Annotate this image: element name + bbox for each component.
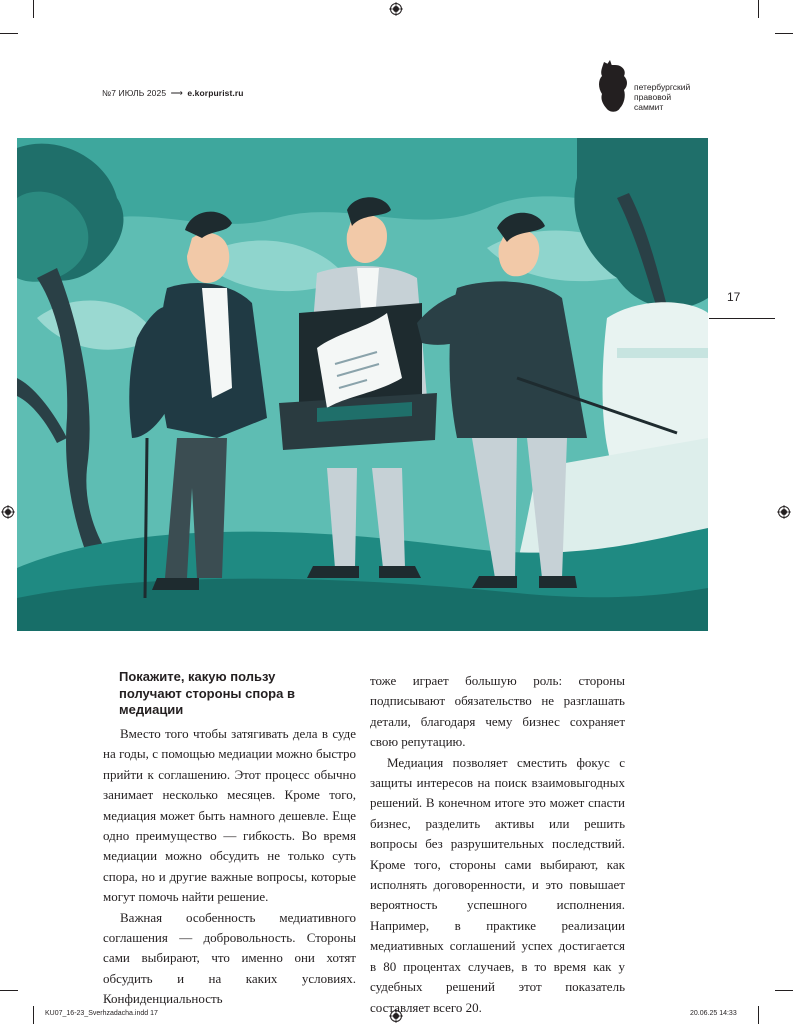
- text-column-left: [103, 724, 356, 1010]
- logo-line: петербургский: [634, 82, 691, 92]
- text-column-right: [370, 671, 625, 1018]
- slug-date: 20.06.25 14:33: [690, 1010, 737, 1017]
- paragraph: Важная особенность медиативного соглашения — добровольность. Стороны сами выбирают, что именно они хотят обсудить и на каких условиях. Конфиденциальность: [103, 909, 356, 1007]
- paragraph: тоже играет большую роль: стороны подписывают обязательство не разглашать детали, благодаря чему бизнес сохраняет свою репутацию.: [370, 673, 625, 750]
- registration-mark-icon: [389, 2, 403, 16]
- crop-mark: [0, 990, 18, 991]
- summit-logo-text: [634, 82, 690, 112]
- crop-mark: [775, 990, 793, 991]
- page-number: 17: [727, 290, 741, 304]
- article-subhead: Покажите, какую пользу получают стороны спора в медиации: [119, 669, 295, 717]
- issue-header: [102, 88, 244, 99]
- paragraph: Вместо того чтобы затягивать дела в суде на годы, с помощью медиации можно быстро прийти к соглашению. Этот процесс обычно занимает несколько месяцев. Кроме того, медиация может быть намного дешевле. Еще одно преимущество — гибкость. Во время медиации можно обсудить не только суть спора, но и другие важные вопросы, которые могут помочь найти решение.: [103, 726, 356, 905]
- logo-line: правовой: [634, 92, 672, 102]
- crop-mark: [758, 1006, 759, 1024]
- page-number-rule: [709, 318, 775, 319]
- arrow-icon: ⟶: [170, 88, 183, 98]
- logo-line: саммит: [634, 102, 664, 112]
- crop-mark: [758, 0, 759, 18]
- crop-mark: [775, 33, 793, 34]
- site-link[interactable]: e.korpurist.ru: [187, 88, 244, 98]
- crop-mark: [0, 33, 18, 34]
- registration-mark-icon: [1, 505, 15, 519]
- crop-mark: [33, 1006, 34, 1024]
- issue-label: №7 ИЮЛЬ 2025: [102, 88, 167, 98]
- mediation-illustration: [17, 138, 708, 631]
- crop-mark: [33, 0, 34, 18]
- registration-mark-icon: [777, 505, 791, 519]
- paragraph: Медиация позволяет сместить фокус с защиты интересов на поиск взаимовыгодных решений. В конечном итоге это может спасти бизнес, разделить активы или решить вопросы без разрушительных последствий. Кроме того, стороны сами выбирают, как исполнять договоренности, и это повышает вероятность успешного исполнения. Например, в практике реализации медиативных соглашений успех достигается в 80 процентах случаев, в то время как у судебных решений этот показатель составляет всего 20.: [370, 754, 625, 1015]
- slug-file: KU07_16-23_Sverhzadacha.indd 17: [45, 1010, 158, 1017]
